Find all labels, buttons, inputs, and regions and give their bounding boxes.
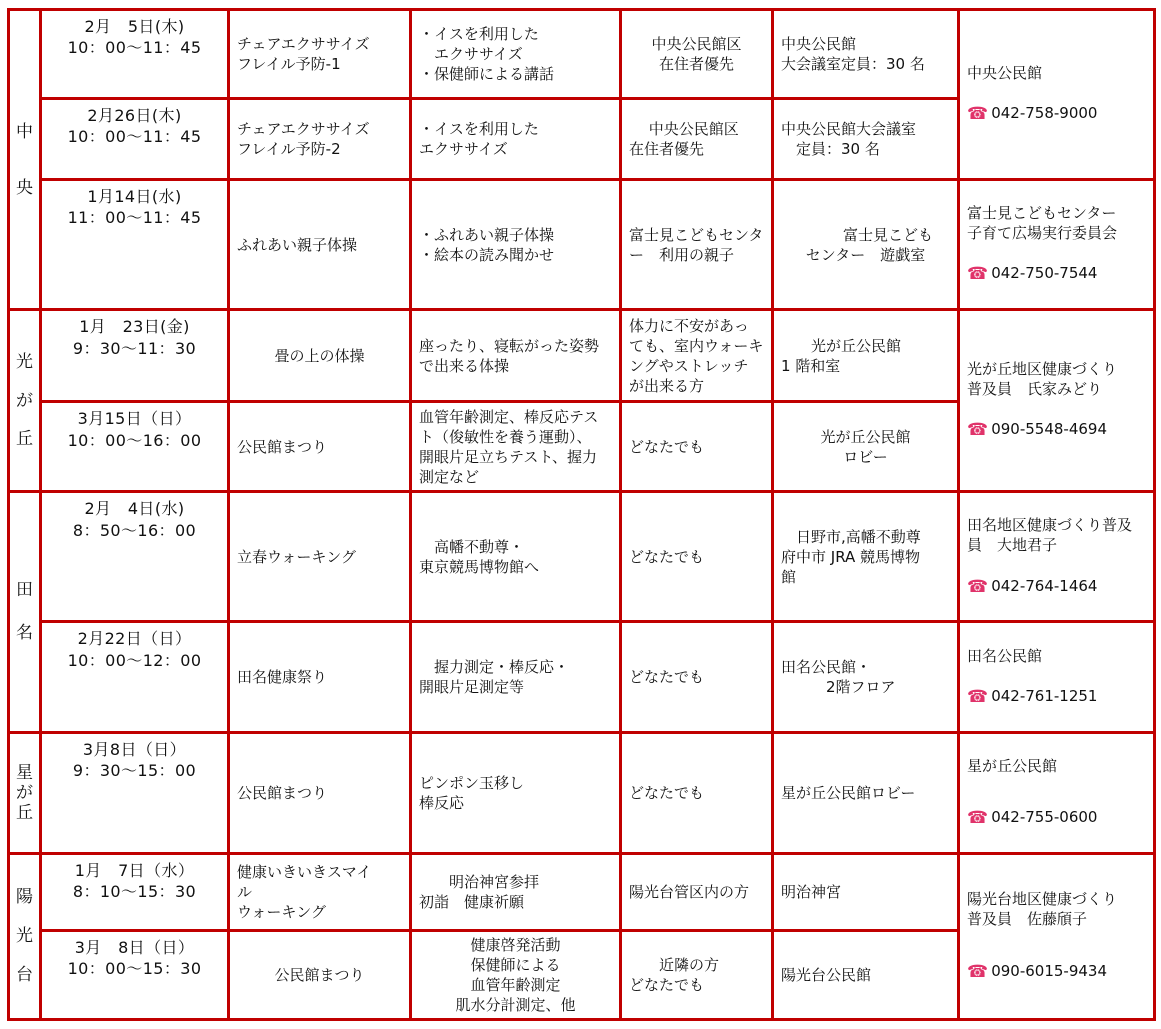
- description-cell: ピンポン玉移し 棒反応: [411, 732, 621, 853]
- phone-line: [967, 686, 1146, 709]
- venue-cell: 光が丘公民館 ロビー: [773, 402, 959, 492]
- phone-number: 090-6015-9434: [991, 961, 1107, 980]
- venue-cell: 光が丘公民館 1 階和室: [773, 310, 959, 402]
- phone-line: [967, 576, 1146, 599]
- event-name-cell: 立春ウォーキング: [229, 492, 411, 622]
- date-cell: 3月15日（日） 10：00～16：00: [41, 402, 229, 492]
- description-cell: 血管年齢測定、棒反応テス ト（俊敏性を養う運動）、 開眼片足立ちテスト、握力 測定など: [411, 402, 621, 492]
- date-cell: 3月 8日（日） 10：00～15：30: [41, 930, 229, 1019]
- audience-cell: 近隣の方 どなたでも: [621, 930, 773, 1019]
- audience-cell: どなたでも: [621, 492, 773, 622]
- phone-icon: ☎: [967, 961, 989, 982]
- phone-number: 090-5548-4694: [991, 420, 1107, 439]
- audience-cell: どなたでも: [621, 402, 773, 492]
- phone-number: 042-764-1464: [991, 576, 1098, 595]
- table-row: [9, 10, 1155, 99]
- date-cell: 2月26日(木) 10：00～11：45: [41, 99, 229, 180]
- venue-cell: 日野市,高幡不動尊 府中市 JRA 競馬博物 館: [773, 492, 959, 622]
- phone-icon: ☎: [967, 420, 989, 441]
- area-cell-tana: 田 名: [9, 492, 41, 732]
- phone-line: [967, 419, 1146, 442]
- venue-cell: 中央公民館 大会議室定員：30 名: [773, 10, 959, 99]
- description-cell: ・イスを利用した エクササイズ: [411, 99, 621, 180]
- audience-cell: 中央公民館区 在住者優先: [621, 10, 773, 99]
- contact-cell: [959, 622, 1155, 732]
- phone-number: 042-758-9000: [991, 104, 1098, 123]
- table-row: [9, 492, 1155, 622]
- event-name-cell: チェアエクササイズ フレイル予防-2: [229, 99, 411, 180]
- phone-icon: ☎: [967, 807, 989, 828]
- description-cell: ・イスを利用した エクササイズ ・保健師による講話: [411, 10, 621, 99]
- event-name-cell: 畳の上の体操: [229, 310, 411, 402]
- contact-name: 陽光台地区健康づくり 普及員 佐藤頎子: [967, 890, 1118, 929]
- date-cell: 2月22日（日） 10：00～12：00: [41, 622, 229, 732]
- description-cell: 明治神宮参拝 初詣 健康祈願: [411, 853, 621, 930]
- contact-cell: [959, 10, 1155, 180]
- table-row: [9, 853, 1155, 930]
- contact-name: 田名地区健康づくり普及 員 大地君子: [967, 516, 1133, 555]
- phone-icon: ☎: [967, 686, 989, 707]
- event-name-cell: ふれあい親子体操: [229, 180, 411, 310]
- event-name-cell: 田名健康祭り: [229, 622, 411, 732]
- date-cell: 2月 5日(木) 10：00～11：45: [41, 10, 229, 99]
- date-cell: 1月14日(水) 11：00～11：45: [41, 180, 229, 310]
- description-cell: 握力測定・棒反応・ 開眼片足測定等: [411, 622, 621, 732]
- area-cell-yokodai: 陽 光 台: [9, 853, 41, 1019]
- audience-cell: 陽光台管区内の方: [621, 853, 773, 930]
- venue-cell: 星が丘公民館ロビー: [773, 732, 959, 853]
- contact-cell: [959, 853, 1155, 1019]
- phone-icon: ☎: [967, 264, 989, 285]
- contact-name: 中央公民館: [967, 64, 1043, 83]
- venue-cell: 明治神宮: [773, 853, 959, 930]
- event-name-cell: 公民館まつり: [229, 930, 411, 1019]
- description-cell: 高幡不動尊・ 東京競馬博物館へ: [411, 492, 621, 622]
- phone-line: [967, 961, 1146, 984]
- date-cell: 1月 23日(金) 9：30～11：30: [41, 310, 229, 402]
- description-cell: ・ふれあい親子体操 ・絵本の読み聞かせ: [411, 180, 621, 310]
- date-cell: 3月8日（日） 9：30～15：00: [41, 732, 229, 853]
- table-row: [9, 310, 1155, 402]
- venue-cell: 中央公民館大会議室 定員：30 名: [773, 99, 959, 180]
- contact-cell: [959, 492, 1155, 622]
- audience-cell: 体力に不安があっ ても、室内ウォーキ ングやストレッチ が出来る方: [621, 310, 773, 402]
- contact-name: 田名公民館: [967, 646, 1043, 665]
- area-cell-hikarigaoka: 光 が 丘: [9, 310, 41, 492]
- phone-line: [967, 807, 1146, 830]
- area-cell-chuo: 中 央: [9, 10, 41, 310]
- audience-cell: 中央公民館区 在住者優先: [621, 99, 773, 180]
- phone-icon: ☎: [967, 104, 989, 125]
- description-cell: 座ったり、寝転がった姿勢 で出来る体操: [411, 310, 621, 402]
- event-name-cell: 公民館まつり: [229, 732, 411, 853]
- table-row: [9, 732, 1155, 853]
- area-cell-hoshigaoka: 星 が 丘: [9, 732, 41, 853]
- date-cell: 2月 4日(水) 8：50～16：00: [41, 492, 229, 622]
- table-row: [9, 180, 1155, 310]
- phone-line: [967, 103, 1146, 126]
- description-cell: 健康啓発活動 保健師による 血管年齢測定 肌水分計測定、他: [411, 930, 621, 1019]
- phone-number: 042-755-0600: [991, 807, 1098, 826]
- phone-icon: ☎: [967, 576, 989, 597]
- event-schedule-table: [7, 8, 1156, 1021]
- contact-name: 光が丘地区健康づくり 普及員 氏家みどり: [967, 360, 1118, 399]
- phone-line: [967, 263, 1146, 286]
- contact-cell: [959, 310, 1155, 492]
- event-name-cell: チェアエクササイズ フレイル予防-1: [229, 10, 411, 99]
- venue-cell: 田名公民館・ 2階フロア: [773, 622, 959, 732]
- audience-cell: どなたでも: [621, 732, 773, 853]
- table-row: [9, 622, 1155, 732]
- date-cell: 1月 7日（水） 8：10～15：30: [41, 853, 229, 930]
- contact-name: 富士見こどもセンター 子育て広場実行委員会: [967, 204, 1118, 243]
- event-name-cell: 公民館まつり: [229, 402, 411, 492]
- event-name-cell: 健康いきいきスマイ ル ウォーキング: [229, 853, 411, 930]
- phone-number: 042-750-7544: [991, 264, 1098, 283]
- venue-cell: 陽光台公民館: [773, 930, 959, 1019]
- contact-name: 星が丘公民館: [967, 756, 1058, 775]
- contact-cell: [959, 732, 1155, 853]
- audience-cell: 富士見こどもセンタ ー 利用の親子: [621, 180, 773, 310]
- venue-cell: 富士見こども センター 遊戯室: [773, 180, 959, 310]
- audience-cell: どなたでも: [621, 622, 773, 732]
- contact-cell: [959, 180, 1155, 310]
- phone-number: 042-761-1251: [991, 686, 1098, 705]
